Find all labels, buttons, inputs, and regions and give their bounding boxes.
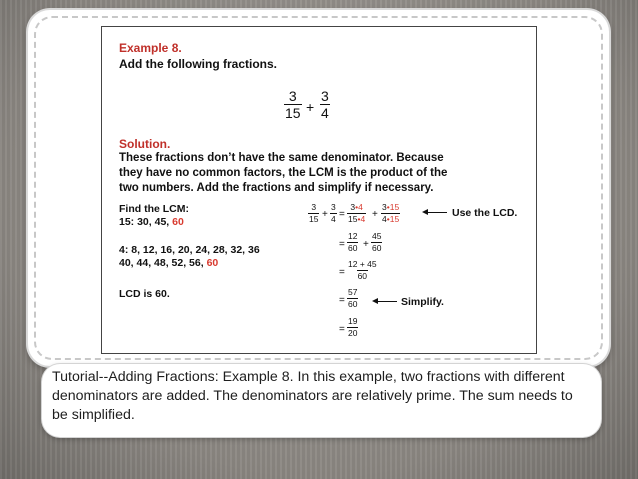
work-plus: + xyxy=(363,239,369,250)
work-plus: + xyxy=(372,209,378,220)
work-equals: = xyxy=(339,239,345,250)
work-fraction-6: $\frac{45}{60}$ xyxy=(372,231,382,253)
work-fraction-4: $\frac{3•15}{4•15}$ xyxy=(382,202,400,224)
work-equals: = xyxy=(339,267,345,278)
example-instruction: Add the following fractions. xyxy=(119,57,277,71)
problem-fraction-a: $\frac{3}{15}$ xyxy=(285,88,301,121)
work-equals: = xyxy=(339,209,345,220)
arrow-line xyxy=(377,301,397,302)
caption-box xyxy=(42,364,601,437)
example-title: Example 8. xyxy=(119,41,182,55)
work-fraction-1: $\frac{3}{15}$ xyxy=(309,202,319,224)
work-equals: = xyxy=(339,324,345,335)
solution-heading: Solution. xyxy=(119,137,171,151)
solution-line: they have no common factors, the LCM is the product of the xyxy=(119,167,448,179)
arrow-line xyxy=(427,212,447,213)
work-plus: + xyxy=(322,209,328,220)
work-fraction-2: $\frac{3}{4}$ xyxy=(331,202,336,224)
work-fraction-5: $\frac{12}{60}$ xyxy=(348,231,358,253)
example-panel xyxy=(101,26,537,354)
work-fraction-8: $\frac{57}{60}$ xyxy=(348,287,358,309)
simplify-note: Simplify. xyxy=(401,296,444,308)
caption-text: Tutorial--Adding Fractions: Example 8. In this example, two fractions with different denominators are added. The denominators are relatively prime. The sum needs to be simplified. xyxy=(52,369,573,423)
work-fraction-3: $\frac{3•4}{15•4}$ xyxy=(348,202,366,224)
lcm-find-label: Find the LCM: xyxy=(119,203,189,215)
solution-line: These fractions don’t have the same denominator. Because xyxy=(119,152,444,164)
problem-fraction-b: $\frac{3}{4}$ xyxy=(321,88,329,121)
lcd-result: LCD is 60. xyxy=(119,288,170,300)
lcm-find xyxy=(119,203,189,229)
solution-paragraph xyxy=(119,151,447,196)
problem-plus: + xyxy=(306,99,315,115)
lcm-multiples-4: 4: 8, 12, 16, 20, 24, 28, 32, 36 40, 44, 48, 52, 56, 60 xyxy=(119,244,260,269)
work-equals: = xyxy=(339,295,345,306)
work-fraction-7: $\frac{12 + 45}{60}$ xyxy=(348,259,377,281)
solution-line: two numbers. Add the fractions and simplify if necessary. xyxy=(119,182,434,194)
lcm-multiples-15: 15: 30, 45, 60 xyxy=(119,216,184,228)
work-fraction-9: $\frac{19}{20}$ xyxy=(348,316,358,338)
use-lcd-note: Use the LCD. xyxy=(452,207,518,219)
